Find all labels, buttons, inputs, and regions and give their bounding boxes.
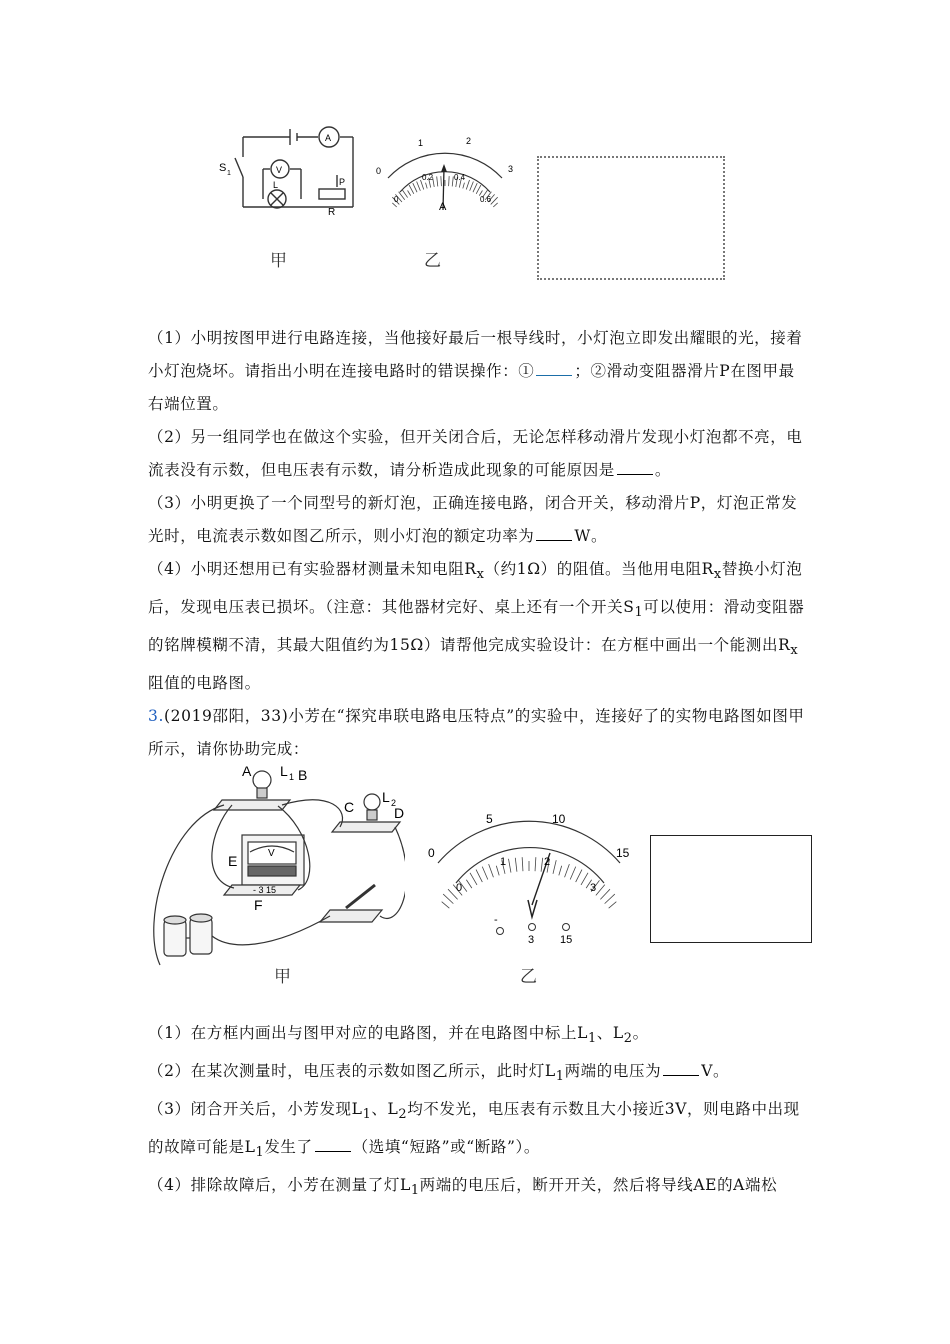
caption-jia-1: 甲 xyxy=(270,251,287,271)
caption-yi-1: 乙 xyxy=(424,251,441,271)
caption-jia-2: 甲 xyxy=(274,967,291,987)
ammeter-dial-yi xyxy=(370,130,520,230)
vmeter-bot-0: 0 xyxy=(456,882,463,894)
label-D: D xyxy=(394,805,405,821)
vmeter-top-2: 10 xyxy=(552,812,566,826)
question-3: （3）小明更换了一个同型号的新灯泡，正确连接电路，闭合开关，移动滑片P，灯泡正常发光时，电流表示数如图乙所示，则小灯泡的额定功率为 W。 xyxy=(148,494,798,545)
vmeter-top-3: 15 xyxy=(616,846,630,860)
dial-tick xyxy=(470,182,474,191)
dial-tick xyxy=(476,870,482,883)
dial-tick xyxy=(565,864,570,877)
dial-tick xyxy=(535,857,536,871)
label-L1-sub: 1 xyxy=(289,772,295,782)
dial-tick xyxy=(553,860,556,874)
dial-tick xyxy=(408,191,411,196)
dial-tick xyxy=(466,880,471,888)
dial-tick xyxy=(522,857,523,871)
label-B: B xyxy=(298,767,308,783)
vmeter-top-0: 0 xyxy=(428,846,435,860)
vmeter-bot-3: 3 xyxy=(590,882,597,894)
dial-tick xyxy=(417,182,421,191)
problem-3: 3.(2019邵阳，33)小芳在“探究串联电路电压特点”的实验中，连接好了的实物电路图如图甲所示，请你协助完成： xyxy=(148,707,805,759)
switch-label: S xyxy=(219,162,227,174)
dial-tick xyxy=(476,185,481,194)
dial-tick xyxy=(413,183,417,192)
questions-part2 xyxy=(148,1017,810,1207)
label-F: F xyxy=(254,897,263,913)
meter-bot-2: 0.4 xyxy=(454,173,466,182)
switch-sub: 1 xyxy=(227,170,231,177)
dial-tick xyxy=(570,867,576,880)
dial-tick xyxy=(443,894,453,904)
questions-part1 xyxy=(148,322,810,766)
voltmeter-label: V xyxy=(276,165,283,175)
label-L2: L xyxy=(382,789,390,805)
answer-blank-fault[interactable] xyxy=(315,1135,351,1152)
dial-tick xyxy=(463,183,465,189)
dial-tick xyxy=(509,859,511,873)
dial-tick xyxy=(496,866,499,876)
answer-box-dashed[interactable] xyxy=(537,156,725,280)
circuit-diagram-jia xyxy=(215,125,365,225)
physical-circuit-jia xyxy=(150,760,405,975)
rheostat-label: R xyxy=(328,207,336,218)
answer-blank-1[interactable] xyxy=(536,359,572,376)
label-V: V xyxy=(268,848,275,859)
dial-tick xyxy=(581,873,588,885)
question-4: （4）小明还想用已有实验器材测量未知电阻$R_x$（约1Ω）的阻值。当他用电阻$R_x$替换小灯泡后，发现电压表已损坏。（注意：其他器材完好、桌上还有一个开关$S_1$可以使用：滑动变阻器的铭牌模糊不清，其最大阻值约为15Ω）请帮他完成实验设计：在方框中画出一个能测出$R_x$阻值的电路图。 xyxy=(148,560,805,693)
dial-tick xyxy=(605,894,615,904)
dial-tick xyxy=(541,858,543,872)
dial-tick xyxy=(441,176,442,186)
dial-tick xyxy=(399,192,405,200)
slider-label: P xyxy=(339,177,346,187)
voltmeter-dial-yi xyxy=(420,805,645,955)
meter-bot-1: 0.2 xyxy=(422,173,434,182)
dial-tick xyxy=(402,189,408,197)
meter-top-3: 3 xyxy=(508,164,514,174)
vmeter-top-1: 5 xyxy=(486,812,493,826)
answer-blank-3[interactable] xyxy=(536,524,572,541)
caption-yi-2: 乙 xyxy=(520,967,537,987)
dial-tick xyxy=(576,870,582,883)
dial-tick xyxy=(466,180,469,189)
sub-question-4: （4）排除故障后，小芳在测量了灯$L_1$两端的电压后，断开开关，然后将导线AE的A端松 xyxy=(148,1176,778,1199)
label-L2-sub: 2 xyxy=(391,798,397,808)
meter-top-0: 0 xyxy=(376,166,382,176)
label-A: A xyxy=(242,763,252,779)
dial-tick xyxy=(609,902,617,908)
vmeter-term-15: 15 xyxy=(560,934,573,946)
ammeter-label: A xyxy=(325,133,332,143)
dial-tick xyxy=(437,176,438,186)
vmeter-bot-1: 1 xyxy=(500,856,507,868)
meter-top-2: 2 xyxy=(466,136,472,146)
meter-bot-0: 0 xyxy=(394,195,399,204)
dial-tick xyxy=(515,858,517,872)
dial-tick xyxy=(473,183,477,192)
dial-tick xyxy=(493,203,497,207)
vmeter-term-3: 3 xyxy=(528,934,535,946)
dial-tick xyxy=(559,866,562,876)
sub-question-1: （1）在方框内画出与图甲对应的电路图，并在电路图中标上$L_1$、$L_2$。 xyxy=(148,1024,649,1047)
dial-tick xyxy=(409,185,414,194)
dial-tick xyxy=(596,885,605,896)
meter-top-1: 1 xyxy=(418,138,424,148)
dial-tick xyxy=(482,867,488,880)
answer-blank-2[interactable] xyxy=(617,458,653,475)
meter-unit: A xyxy=(439,201,447,213)
answer-box-solid[interactable] xyxy=(650,835,812,943)
question-2: （2）另一组同学也在做这个实验，但开关闭合后，无论怎样移动滑片发现小灯泡都不亮，电流表没有示数，但电压表有示数，请分析造成此现象的可能原因是 。 xyxy=(148,428,803,479)
lamp-label: L xyxy=(273,180,279,190)
vmeter-term-neg: - xyxy=(494,914,498,926)
label-E: E xyxy=(228,853,238,869)
dial-tick xyxy=(489,864,494,877)
sub-question-2: （2）在某次测量时，电压表的示数如图乙所示，此时灯$L_1$两端的电压为 V。 xyxy=(148,1055,810,1093)
sub-question-3: （3）闭合开关后，小芳发现$L_1$、$L_2$均不发光，电压表有示数且大小接近3V，则电路中出现的故障可能是$L_1$发生了 （选填“短路”或“断路”）。 xyxy=(148,1100,800,1161)
question-1: （1）小明按图甲进行电路连接，当他接好最后一根导线时，小灯泡立即发出耀眼的光，接着小灯泡烧坏。请指出小明在连接电路时的错误操作：① ；②滑动变阻器滑片P在图甲最右端位置。 xyxy=(148,329,803,413)
label-L1: L xyxy=(280,763,288,779)
dial-tick xyxy=(449,176,450,186)
label-C: C xyxy=(344,799,355,815)
label-terminals: - 3 15 xyxy=(253,885,277,895)
vmeter-bot-2: 2 xyxy=(544,856,551,868)
dial-tick xyxy=(426,183,428,189)
dial-tick xyxy=(442,902,450,908)
meter-bot-3: 0.6 xyxy=(480,195,492,204)
dial-tick xyxy=(470,873,477,885)
answer-blank-v[interactable] xyxy=(663,1059,699,1076)
dial-tick xyxy=(600,889,610,899)
